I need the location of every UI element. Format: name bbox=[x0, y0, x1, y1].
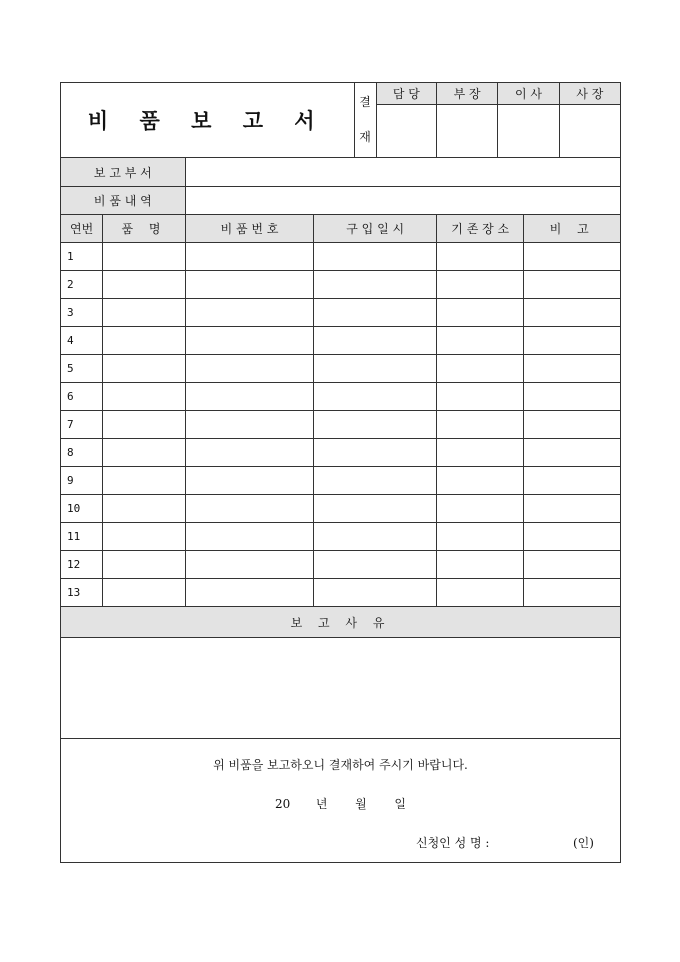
col-header-remarks: 비 고 bbox=[524, 215, 621, 243]
cell-item-name[interactable] bbox=[103, 299, 185, 327]
row-number: 10 bbox=[61, 495, 103, 523]
approval-sign-director[interactable] bbox=[498, 105, 559, 158]
footer-cell bbox=[61, 739, 621, 863]
table-row bbox=[61, 243, 621, 271]
table-row bbox=[61, 271, 621, 299]
approval-sign-department-head[interactable] bbox=[436, 105, 497, 158]
cell-asset-number[interactable] bbox=[185, 355, 314, 383]
approval-sign-president[interactable] bbox=[559, 105, 620, 158]
reason-label: 보 고 사 유 bbox=[61, 607, 621, 638]
cell-item-name[interactable] bbox=[103, 327, 185, 355]
col-header-asset-number: 비 품 번 호 bbox=[185, 215, 314, 243]
cell-remarks[interactable] bbox=[524, 523, 621, 551]
approval-role-director: 이 사 bbox=[498, 83, 559, 105]
cell-item-name[interactable] bbox=[103, 523, 185, 551]
cell-item-name[interactable] bbox=[103, 579, 185, 607]
cell-asset-number[interactable] bbox=[185, 383, 314, 411]
row-number: 9 bbox=[61, 467, 103, 495]
cell-asset-number[interactable] bbox=[185, 243, 314, 271]
approval-label-top: 결 bbox=[359, 94, 371, 109]
table-row bbox=[61, 355, 621, 383]
cell-purchase-date[interactable] bbox=[314, 523, 437, 551]
row-number: 8 bbox=[61, 439, 103, 467]
cell-asset-number[interactable] bbox=[185, 327, 314, 355]
cell-asset-number[interactable] bbox=[185, 411, 314, 439]
cell-item-name[interactable] bbox=[103, 467, 185, 495]
cell-remarks[interactable] bbox=[524, 299, 621, 327]
approval-sign-manager[interactable] bbox=[376, 105, 436, 158]
cell-asset-number[interactable] bbox=[185, 467, 314, 495]
cell-asset-number[interactable] bbox=[185, 579, 314, 607]
cell-asset-number[interactable] bbox=[185, 495, 314, 523]
row-number: 7 bbox=[61, 411, 103, 439]
table-row bbox=[61, 327, 621, 355]
cell-item-name[interactable] bbox=[103, 411, 185, 439]
applicant-label: 신청인 성 명 : bbox=[416, 836, 490, 850]
dept-field[interactable] bbox=[185, 158, 620, 187]
table-row bbox=[61, 383, 621, 411]
cell-remarks[interactable] bbox=[524, 271, 621, 299]
approval-label-cell bbox=[354, 83, 376, 158]
item-label: 비 품 내 역 bbox=[61, 187, 186, 215]
table-row bbox=[61, 411, 621, 439]
cell-asset-number[interactable] bbox=[185, 523, 314, 551]
table-row bbox=[61, 439, 621, 467]
cell-remarks[interactable] bbox=[524, 579, 621, 607]
item-field[interactable] bbox=[185, 187, 620, 215]
cell-item-name[interactable] bbox=[103, 271, 185, 299]
cell-location[interactable] bbox=[436, 551, 523, 579]
table-row bbox=[61, 579, 621, 607]
cell-location[interactable] bbox=[436, 383, 523, 411]
cell-location[interactable] bbox=[436, 243, 523, 271]
approval-role-department-head: 부 장 bbox=[436, 83, 497, 105]
row-number: 4 bbox=[61, 327, 103, 355]
row-number: 11 bbox=[61, 523, 103, 551]
cell-purchase-date[interactable] bbox=[314, 355, 437, 383]
cell-purchase-date[interactable] bbox=[314, 495, 437, 523]
cell-location[interactable] bbox=[436, 411, 523, 439]
table-row bbox=[61, 523, 621, 551]
cell-location[interactable] bbox=[436, 439, 523, 467]
cell-remarks[interactable] bbox=[524, 439, 621, 467]
day-label: 일 bbox=[394, 797, 407, 811]
cell-remarks[interactable] bbox=[524, 355, 621, 383]
row-number: 5 bbox=[61, 355, 103, 383]
row-number: 2 bbox=[61, 271, 103, 299]
cell-location[interactable] bbox=[436, 271, 523, 299]
cell-remarks[interactable] bbox=[524, 495, 621, 523]
seal-label: (인) bbox=[573, 836, 594, 850]
cell-remarks[interactable] bbox=[524, 383, 621, 411]
cell-purchase-date[interactable] bbox=[314, 439, 437, 467]
cell-item-name[interactable] bbox=[103, 243, 185, 271]
cell-purchase-date[interactable] bbox=[314, 383, 437, 411]
cell-asset-number[interactable] bbox=[185, 439, 314, 467]
cell-remarks[interactable] bbox=[524, 327, 621, 355]
cell-remarks[interactable] bbox=[524, 467, 621, 495]
col-header-location: 기 존 장 소 bbox=[436, 215, 523, 243]
col-header-purchase-date: 구 입 일 시 bbox=[314, 215, 437, 243]
cell-location[interactable] bbox=[436, 355, 523, 383]
cell-location[interactable] bbox=[436, 579, 523, 607]
report-form bbox=[60, 82, 621, 863]
date-line bbox=[61, 795, 620, 812]
approval-role-president: 사 장 bbox=[559, 83, 620, 105]
cell-remarks[interactable] bbox=[524, 243, 621, 271]
table-row bbox=[61, 299, 621, 327]
row-number: 3 bbox=[61, 299, 103, 327]
cell-location[interactable] bbox=[436, 327, 523, 355]
cell-location[interactable] bbox=[436, 467, 523, 495]
cell-purchase-date[interactable] bbox=[314, 327, 437, 355]
cell-asset-number[interactable] bbox=[185, 299, 314, 327]
cell-location[interactable] bbox=[436, 523, 523, 551]
table-row bbox=[61, 467, 621, 495]
col-header-item-name: 품 명 bbox=[103, 215, 185, 243]
row-number: 1 bbox=[61, 243, 103, 271]
cell-location[interactable] bbox=[436, 495, 523, 523]
cell-item-name[interactable] bbox=[103, 495, 185, 523]
row-number: 6 bbox=[61, 383, 103, 411]
dept-label: 보 고 부 서 bbox=[61, 158, 186, 187]
cell-purchase-date[interactable] bbox=[314, 299, 437, 327]
footer-statement: 위 비품을 보고하오니 결재하여 주시기 바랍니다. bbox=[213, 758, 468, 772]
cell-purchase-date[interactable] bbox=[314, 243, 437, 271]
cell-asset-number[interactable] bbox=[185, 271, 314, 299]
cell-item-name[interactable] bbox=[103, 355, 185, 383]
cell-asset-number[interactable] bbox=[185, 551, 314, 579]
cell-remarks[interactable] bbox=[524, 551, 621, 579]
table-row bbox=[61, 495, 621, 523]
row-number: 12 bbox=[61, 551, 103, 579]
cell-purchase-date[interactable] bbox=[314, 467, 437, 495]
approval-role-manager: 담 당 bbox=[376, 83, 436, 105]
cell-item-name[interactable] bbox=[103, 383, 185, 411]
cell-purchase-date[interactable] bbox=[314, 411, 437, 439]
year-label: 년 bbox=[315, 797, 328, 811]
table-row bbox=[61, 551, 621, 579]
cell-location[interactable] bbox=[436, 299, 523, 327]
cell-item-name[interactable] bbox=[103, 551, 185, 579]
year-prefix: 20 bbox=[274, 797, 291, 811]
col-header-number: 연번 bbox=[61, 215, 103, 243]
reason-field[interactable] bbox=[61, 638, 621, 739]
cell-item-name[interactable] bbox=[103, 439, 185, 467]
cell-purchase-date[interactable] bbox=[314, 551, 437, 579]
form-table bbox=[60, 82, 621, 863]
month-label: 월 bbox=[355, 797, 367, 811]
cell-remarks[interactable] bbox=[524, 411, 621, 439]
row-number: 13 bbox=[61, 579, 103, 607]
cell-purchase-date[interactable] bbox=[314, 579, 437, 607]
cell-purchase-date[interactable] bbox=[314, 271, 437, 299]
approval-label-bottom: 재 bbox=[359, 130, 371, 144]
form-title: 비 품 보 고 서 bbox=[61, 83, 355, 158]
